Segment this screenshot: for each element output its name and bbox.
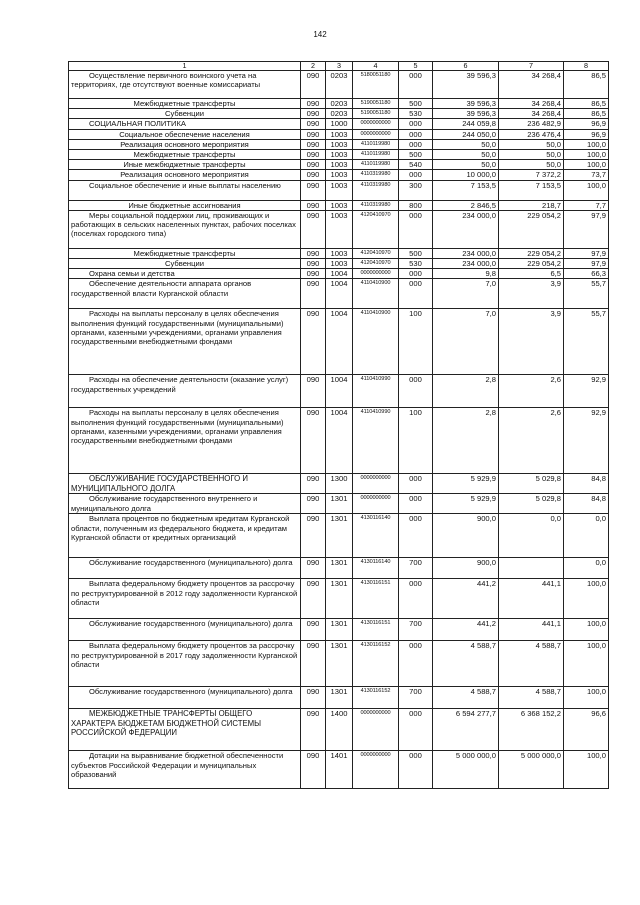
row-section-code-cell: 1301 <box>326 619 353 641</box>
row-section-code-cell: 1003 <box>326 180 353 200</box>
row-admin-code-cell: 090 <box>301 109 326 119</box>
table-row <box>69 259 609 269</box>
row-target-code-cell: 4120410970 <box>353 248 399 258</box>
row-percent-cell: 100,0 <box>564 751 609 789</box>
table-row <box>69 309 609 375</box>
row-percent-cell: 0,0 <box>564 558 609 579</box>
row-admin-code-cell: 090 <box>301 129 326 139</box>
table-row <box>69 579 609 619</box>
row-percent-cell: 84,8 <box>564 474 609 494</box>
row-admin-code-cell: 090 <box>301 579 326 619</box>
row-planned-cell: 10 000,0 <box>433 170 499 180</box>
row-planned-cell: 5 929,9 <box>433 494 499 514</box>
row-percent-cell: 100,0 <box>564 160 609 170</box>
table-header-row <box>69 62 609 71</box>
row-admin-code-cell: 090 <box>301 259 326 269</box>
row-name-cell: Обслуживание государственного (муниципального) долга <box>69 619 301 641</box>
row-executed-cell: 5 029,8 <box>499 474 564 494</box>
row-target-code-cell: 0000000000 <box>353 119 399 129</box>
row-expense-type-cell: 000 <box>399 129 433 139</box>
table-row <box>69 160 609 170</box>
row-planned-cell: 7,0 <box>433 309 499 375</box>
row-expense-type-cell: 000 <box>399 514 433 558</box>
row-target-code-cell: 4130116140 <box>353 514 399 558</box>
row-target-code-cell: 4130116152 <box>353 687 399 709</box>
table-row <box>69 494 609 514</box>
row-admin-code-cell: 090 <box>301 200 326 210</box>
row-admin-code-cell: 090 <box>301 180 326 200</box>
row-admin-code-cell: 090 <box>301 150 326 160</box>
row-name-cell: Выплата процентов по бюджетным кредитам Курганской области, полученным из федерального бюджета, и кредитам Курганской области от кредитных организаций <box>69 514 301 558</box>
table-row <box>69 751 609 789</box>
row-target-code-cell: 4110319980 <box>353 200 399 210</box>
row-name-cell: Реализация основного мероприятия <box>69 139 301 149</box>
header-cell: 5 <box>399 62 433 71</box>
row-executed-cell: 7 153,5 <box>499 180 564 200</box>
table-row <box>69 99 609 109</box>
row-target-code-cell: 4110410990 <box>353 408 399 474</box>
row-planned-cell: 39 596,3 <box>433 99 499 109</box>
row-name-cell: Выплата федеральному бюджету процентов за рассрочку по реструктурированной в 2017 году задолженности Курганской области <box>69 641 301 687</box>
row-admin-code-cell: 090 <box>301 619 326 641</box>
row-target-code-cell: 4110119980 <box>353 150 399 160</box>
row-planned-cell: 4 588,7 <box>433 687 499 709</box>
row-executed-cell: 236 476,4 <box>499 129 564 139</box>
row-name-cell: Меры социальной поддержки лиц, проживающих и работающих в сельских населенных пунктах, рабочих поселках (поселках городского типа) <box>69 210 301 248</box>
table-row <box>69 279 609 309</box>
row-executed-cell: 2,6 <box>499 408 564 474</box>
row-name-cell: Расходы на выплаты персоналу в целях обеспечения выполнения функций государственными (муниципальными) органами, казенными учреждениями, органами управления государственными внебюджетными фондами <box>69 309 301 375</box>
row-planned-cell: 39 596,3 <box>433 71 499 99</box>
row-expense-type-cell: 000 <box>399 170 433 180</box>
row-executed-cell: 0,0 <box>499 514 564 558</box>
row-target-code-cell: 4130116151 <box>353 619 399 641</box>
row-planned-cell: 39 596,3 <box>433 109 499 119</box>
row-name-cell: Межбюджетные трансферты <box>69 99 301 109</box>
row-percent-cell: 86,5 <box>564 99 609 109</box>
row-executed-cell: 441,1 <box>499 619 564 641</box>
row-target-code-cell: 4110119980 <box>353 139 399 149</box>
row-executed-cell <box>499 558 564 579</box>
row-name-cell: Социальное обеспечение и иные выплаты населению <box>69 180 301 200</box>
row-expense-type-cell: 500 <box>399 150 433 160</box>
row-section-code-cell: 1004 <box>326 408 353 474</box>
row-expense-type-cell: 000 <box>399 494 433 514</box>
row-name-cell: Субвенции <box>69 109 301 119</box>
row-name-cell: Межбюджетные трансферты <box>69 248 301 258</box>
row-target-code-cell: 4110119980 <box>353 160 399 170</box>
row-executed-cell: 229 054,2 <box>499 248 564 258</box>
row-admin-code-cell: 090 <box>301 139 326 149</box>
row-planned-cell: 244 050,0 <box>433 129 499 139</box>
row-name-cell: ОБСЛУЖИВАНИЕ ГОСУДАРСТВЕННОГО И МУНИЦИПАЛЬНОГО ДОЛГА <box>69 474 301 494</box>
row-admin-code-cell: 090 <box>301 309 326 375</box>
row-target-code-cell: 5190051180 <box>353 99 399 109</box>
row-expense-type-cell: 000 <box>399 751 433 789</box>
row-planned-cell: 441,2 <box>433 619 499 641</box>
row-expense-type-cell: 530 <box>399 259 433 269</box>
row-admin-code-cell: 090 <box>301 269 326 279</box>
row-planned-cell: 9,8 <box>433 269 499 279</box>
row-section-code-cell: 1401 <box>326 751 353 789</box>
row-executed-cell: 218,7 <box>499 200 564 210</box>
row-section-code-cell: 1003 <box>326 259 353 269</box>
row-percent-cell: 100,0 <box>564 180 609 200</box>
row-section-code-cell: 1003 <box>326 210 353 248</box>
row-executed-cell: 4 588,7 <box>499 687 564 709</box>
row-expense-type-cell: 000 <box>399 375 433 408</box>
table-row <box>69 248 609 258</box>
row-executed-cell: 2,6 <box>499 375 564 408</box>
row-target-code-cell: 0000000000 <box>353 474 399 494</box>
table-row <box>69 709 609 751</box>
row-admin-code-cell: 090 <box>301 119 326 129</box>
row-expense-type-cell: 000 <box>399 474 433 494</box>
table-row <box>69 619 609 641</box>
table-row <box>69 170 609 180</box>
row-name-cell: Обслуживание государственного внутреннего и муниципального долга <box>69 494 301 514</box>
row-expense-type-cell: 000 <box>399 119 433 129</box>
row-planned-cell: 50,0 <box>433 150 499 160</box>
row-name-cell: Социальное обеспечение населения <box>69 129 301 139</box>
row-expense-type-cell: 000 <box>399 641 433 687</box>
row-planned-cell: 50,0 <box>433 139 499 149</box>
row-name-cell: Дотации на выравнивание бюджетной обеспеченности субъектов Российской Федерации и муниципальных образований <box>69 751 301 789</box>
row-planned-cell: 441,2 <box>433 579 499 619</box>
row-expense-type-cell: 000 <box>399 279 433 309</box>
row-admin-code-cell: 090 <box>301 71 326 99</box>
row-section-code-cell: 1301 <box>326 687 353 709</box>
row-name-cell: Расходы на обеспечение деятельности (оказание услуг) государственных учреждений <box>69 375 301 408</box>
row-executed-cell: 50,0 <box>499 139 564 149</box>
row-admin-code-cell: 090 <box>301 160 326 170</box>
row-section-code-cell: 1004 <box>326 279 353 309</box>
row-admin-code-cell: 090 <box>301 279 326 309</box>
row-expense-type-cell: 000 <box>399 709 433 751</box>
row-executed-cell: 50,0 <box>499 160 564 170</box>
row-percent-cell: 96,6 <box>564 709 609 751</box>
row-admin-code-cell: 090 <box>301 474 326 494</box>
table-row <box>69 200 609 210</box>
row-target-code-cell: 4110319980 <box>353 180 399 200</box>
row-admin-code-cell: 090 <box>301 514 326 558</box>
row-target-code-cell: 0000000000 <box>353 129 399 139</box>
row-section-code-cell: 1003 <box>326 150 353 160</box>
row-name-cell: Реализация основного мероприятия <box>69 170 301 180</box>
row-name-cell: Иные бюджетные ассигнования <box>69 200 301 210</box>
row-planned-cell: 7 153,5 <box>433 180 499 200</box>
header-cell: 3 <box>326 62 353 71</box>
row-section-code-cell: 1004 <box>326 309 353 375</box>
row-name-cell: Иные межбюджетные трансферты <box>69 160 301 170</box>
row-target-code-cell: 4110410990 <box>353 375 399 408</box>
row-target-code-cell: 4130116151 <box>353 579 399 619</box>
row-percent-cell: 97,9 <box>564 259 609 269</box>
row-expense-type-cell: 300 <box>399 180 433 200</box>
table-row <box>69 408 609 474</box>
header-cell: 2 <box>301 62 326 71</box>
row-planned-cell: 244 059,8 <box>433 119 499 129</box>
row-percent-cell: 96,9 <box>564 119 609 129</box>
row-executed-cell: 5 000 000,0 <box>499 751 564 789</box>
row-executed-cell: 229 054,2 <box>499 259 564 269</box>
header-cell: 1 <box>69 62 301 71</box>
row-executed-cell: 236 482,9 <box>499 119 564 129</box>
row-executed-cell: 34 268,4 <box>499 99 564 109</box>
row-percent-cell: 100,0 <box>564 150 609 160</box>
row-executed-cell: 34 268,4 <box>499 109 564 119</box>
row-planned-cell: 7,0 <box>433 279 499 309</box>
row-percent-cell: 100,0 <box>564 139 609 149</box>
budget-table <box>68 61 609 789</box>
table-row <box>69 641 609 687</box>
row-section-code-cell: 1400 <box>326 709 353 751</box>
row-section-code-cell: 1301 <box>326 514 353 558</box>
row-name-cell: Расходы на выплаты персоналу в целях обеспечения выполнения функций государственными (муниципальными) органами, казенными учреждениями, органами управления государственными внебюджетными фондами <box>69 408 301 474</box>
table-row <box>69 71 609 99</box>
row-expense-type-cell: 800 <box>399 200 433 210</box>
row-expense-type-cell: 100 <box>399 309 433 375</box>
row-percent-cell: 100,0 <box>564 579 609 619</box>
row-name-cell: Межбюджетные трансферты <box>69 150 301 160</box>
row-planned-cell: 2 846,5 <box>433 200 499 210</box>
row-expense-type-cell: 000 <box>399 210 433 248</box>
row-target-code-cell: 5190051180 <box>353 109 399 119</box>
row-executed-cell: 6,5 <box>499 269 564 279</box>
row-admin-code-cell: 090 <box>301 687 326 709</box>
page-number: 142 <box>313 30 327 39</box>
row-executed-cell: 4 588,7 <box>499 641 564 687</box>
row-planned-cell: 6 594 277,7 <box>433 709 499 751</box>
row-name-cell: МЕЖБЮДЖЕТНЫЕ ТРАНСФЕРТЫ ОБЩЕГО ХАРАКТЕРА БЮДЖЕТАМ БЮДЖЕТНОЙ СИСТЕМЫ РОССИЙСКОЙ ФЕДЕРАЦИИ <box>69 709 301 751</box>
header-cell: 7 <box>499 62 564 71</box>
row-percent-cell: 86,5 <box>564 71 609 99</box>
row-target-code-cell: 4120410970 <box>353 259 399 269</box>
table-row <box>69 375 609 408</box>
row-percent-cell: 97,9 <box>564 210 609 248</box>
row-planned-cell: 50,0 <box>433 160 499 170</box>
row-name-cell: Обслуживание государственного (муниципального) долга <box>69 687 301 709</box>
row-executed-cell: 229 054,2 <box>499 210 564 248</box>
row-planned-cell: 2,8 <box>433 408 499 474</box>
row-section-code-cell: 1004 <box>326 269 353 279</box>
header-cell: 6 <box>433 62 499 71</box>
header-cell: 4 <box>353 62 399 71</box>
row-admin-code-cell: 090 <box>301 210 326 248</box>
row-target-code-cell: 4110319980 <box>353 170 399 180</box>
row-admin-code-cell: 090 <box>301 170 326 180</box>
row-percent-cell: 55,7 <box>564 279 609 309</box>
row-section-code-cell: 0203 <box>326 109 353 119</box>
row-executed-cell: 441,1 <box>499 579 564 619</box>
row-section-code-cell: 1003 <box>326 139 353 149</box>
row-admin-code-cell: 090 <box>301 408 326 474</box>
row-name-cell: Обслуживание государственного (муниципального) долга <box>69 558 301 579</box>
row-expense-type-cell: 100 <box>399 408 433 474</box>
row-section-code-cell: 0203 <box>326 71 353 99</box>
header-cell: 8 <box>564 62 609 71</box>
row-expense-type-cell: 700 <box>399 619 433 641</box>
row-target-code-cell: 5180051180 <box>353 71 399 99</box>
row-percent-cell: 100,0 <box>564 687 609 709</box>
table-row <box>69 150 609 160</box>
row-expense-type-cell: 500 <box>399 99 433 109</box>
row-planned-cell: 5 929,9 <box>433 474 499 494</box>
table-row <box>69 514 609 558</box>
row-executed-cell: 3,9 <box>499 279 564 309</box>
row-percent-cell: 7,7 <box>564 200 609 210</box>
row-section-code-cell: 1000 <box>326 119 353 129</box>
row-section-code-cell: 1003 <box>326 160 353 170</box>
row-name-cell: Охрана семьи и детства <box>69 269 301 279</box>
row-executed-cell: 34 268,4 <box>499 71 564 99</box>
row-section-code-cell: 1003 <box>326 170 353 180</box>
row-target-code-cell: 4110410900 <box>353 279 399 309</box>
row-percent-cell: 100,0 <box>564 641 609 687</box>
row-executed-cell: 3,9 <box>499 309 564 375</box>
table-row <box>69 210 609 248</box>
row-target-code-cell: 0000000000 <box>353 494 399 514</box>
table-row <box>69 119 609 129</box>
row-percent-cell: 0,0 <box>564 514 609 558</box>
row-admin-code-cell: 090 <box>301 99 326 109</box>
row-admin-code-cell: 090 <box>301 751 326 789</box>
row-executed-cell: 50,0 <box>499 150 564 160</box>
row-name-cell: Обеспечение деятельности аппарата органов государственной власти Курганской области <box>69 279 301 309</box>
row-section-code-cell: 0203 <box>326 99 353 109</box>
table-row <box>69 180 609 200</box>
row-section-code-cell: 1301 <box>326 641 353 687</box>
row-expense-type-cell: 000 <box>399 269 433 279</box>
row-name-cell: СОЦИАЛЬНАЯ ПОЛИТИКА <box>69 119 301 129</box>
row-target-code-cell: 4130116152 <box>353 641 399 687</box>
row-admin-code-cell: 090 <box>301 494 326 514</box>
row-percent-cell: 92,9 <box>564 375 609 408</box>
row-planned-cell: 4 588,7 <box>433 641 499 687</box>
row-expense-type-cell: 700 <box>399 558 433 579</box>
row-target-code-cell: 4120410970 <box>353 210 399 248</box>
row-percent-cell: 73,7 <box>564 170 609 180</box>
row-executed-cell: 5 029,8 <box>499 494 564 514</box>
table-row <box>69 129 609 139</box>
row-percent-cell: 66,3 <box>564 269 609 279</box>
row-expense-type-cell: 540 <box>399 160 433 170</box>
row-target-code-cell: 0000000000 <box>353 269 399 279</box>
row-percent-cell: 92,9 <box>564 408 609 474</box>
row-target-code-cell: 0000000000 <box>353 709 399 751</box>
row-admin-code-cell: 090 <box>301 248 326 258</box>
row-section-code-cell: 1003 <box>326 129 353 139</box>
row-target-code-cell: 4130116140 <box>353 558 399 579</box>
row-planned-cell: 234 000,0 <box>433 248 499 258</box>
row-planned-cell: 2,8 <box>433 375 499 408</box>
row-admin-code-cell: 090 <box>301 709 326 751</box>
row-target-code-cell: 4110410900 <box>353 309 399 375</box>
table-row <box>69 139 609 149</box>
row-name-cell: Выплата федеральному бюджету процентов за рассрочку по реструктурированной в 2012 году задолженности Курганской области <box>69 579 301 619</box>
row-section-code-cell: 1301 <box>326 494 353 514</box>
row-section-code-cell: 1301 <box>326 558 353 579</box>
row-percent-cell: 84,8 <box>564 494 609 514</box>
row-section-code-cell: 1003 <box>326 200 353 210</box>
row-section-code-cell: 1300 <box>326 474 353 494</box>
row-percent-cell: 55,7 <box>564 309 609 375</box>
row-expense-type-cell: 000 <box>399 139 433 149</box>
row-planned-cell: 900,0 <box>433 514 499 558</box>
row-percent-cell: 100,0 <box>564 619 609 641</box>
row-percent-cell: 97,9 <box>564 248 609 258</box>
row-expense-type-cell: 700 <box>399 687 433 709</box>
row-target-code-cell: 0000000000 <box>353 751 399 789</box>
row-expense-type-cell: 000 <box>399 71 433 99</box>
row-expense-type-cell: 500 <box>399 248 433 258</box>
row-planned-cell: 5 000 000,0 <box>433 751 499 789</box>
row-planned-cell: 900,0 <box>433 558 499 579</box>
row-expense-type-cell: 530 <box>399 109 433 119</box>
row-admin-code-cell: 090 <box>301 375 326 408</box>
row-executed-cell: 7 372,2 <box>499 170 564 180</box>
row-section-code-cell: 1003 <box>326 248 353 258</box>
row-name-cell: Осуществление первичного воинского учета на территориях, где отсутствуют военные комиссариаты <box>69 71 301 99</box>
row-section-code-cell: 1004 <box>326 375 353 408</box>
table-row <box>69 687 609 709</box>
row-executed-cell: 6 368 152,2 <box>499 709 564 751</box>
table-row <box>69 474 609 494</box>
row-section-code-cell: 1301 <box>326 579 353 619</box>
row-planned-cell: 234 000,0 <box>433 210 499 248</box>
row-percent-cell: 96,9 <box>564 129 609 139</box>
row-percent-cell: 86,5 <box>564 109 609 119</box>
row-admin-code-cell: 090 <box>301 558 326 579</box>
table-row <box>69 269 609 279</box>
row-expense-type-cell: 000 <box>399 579 433 619</box>
table-row <box>69 109 609 119</box>
table-row <box>69 558 609 579</box>
row-name-cell: Субвенции <box>69 259 301 269</box>
row-admin-code-cell: 090 <box>301 641 326 687</box>
row-planned-cell: 234 000,0 <box>433 259 499 269</box>
